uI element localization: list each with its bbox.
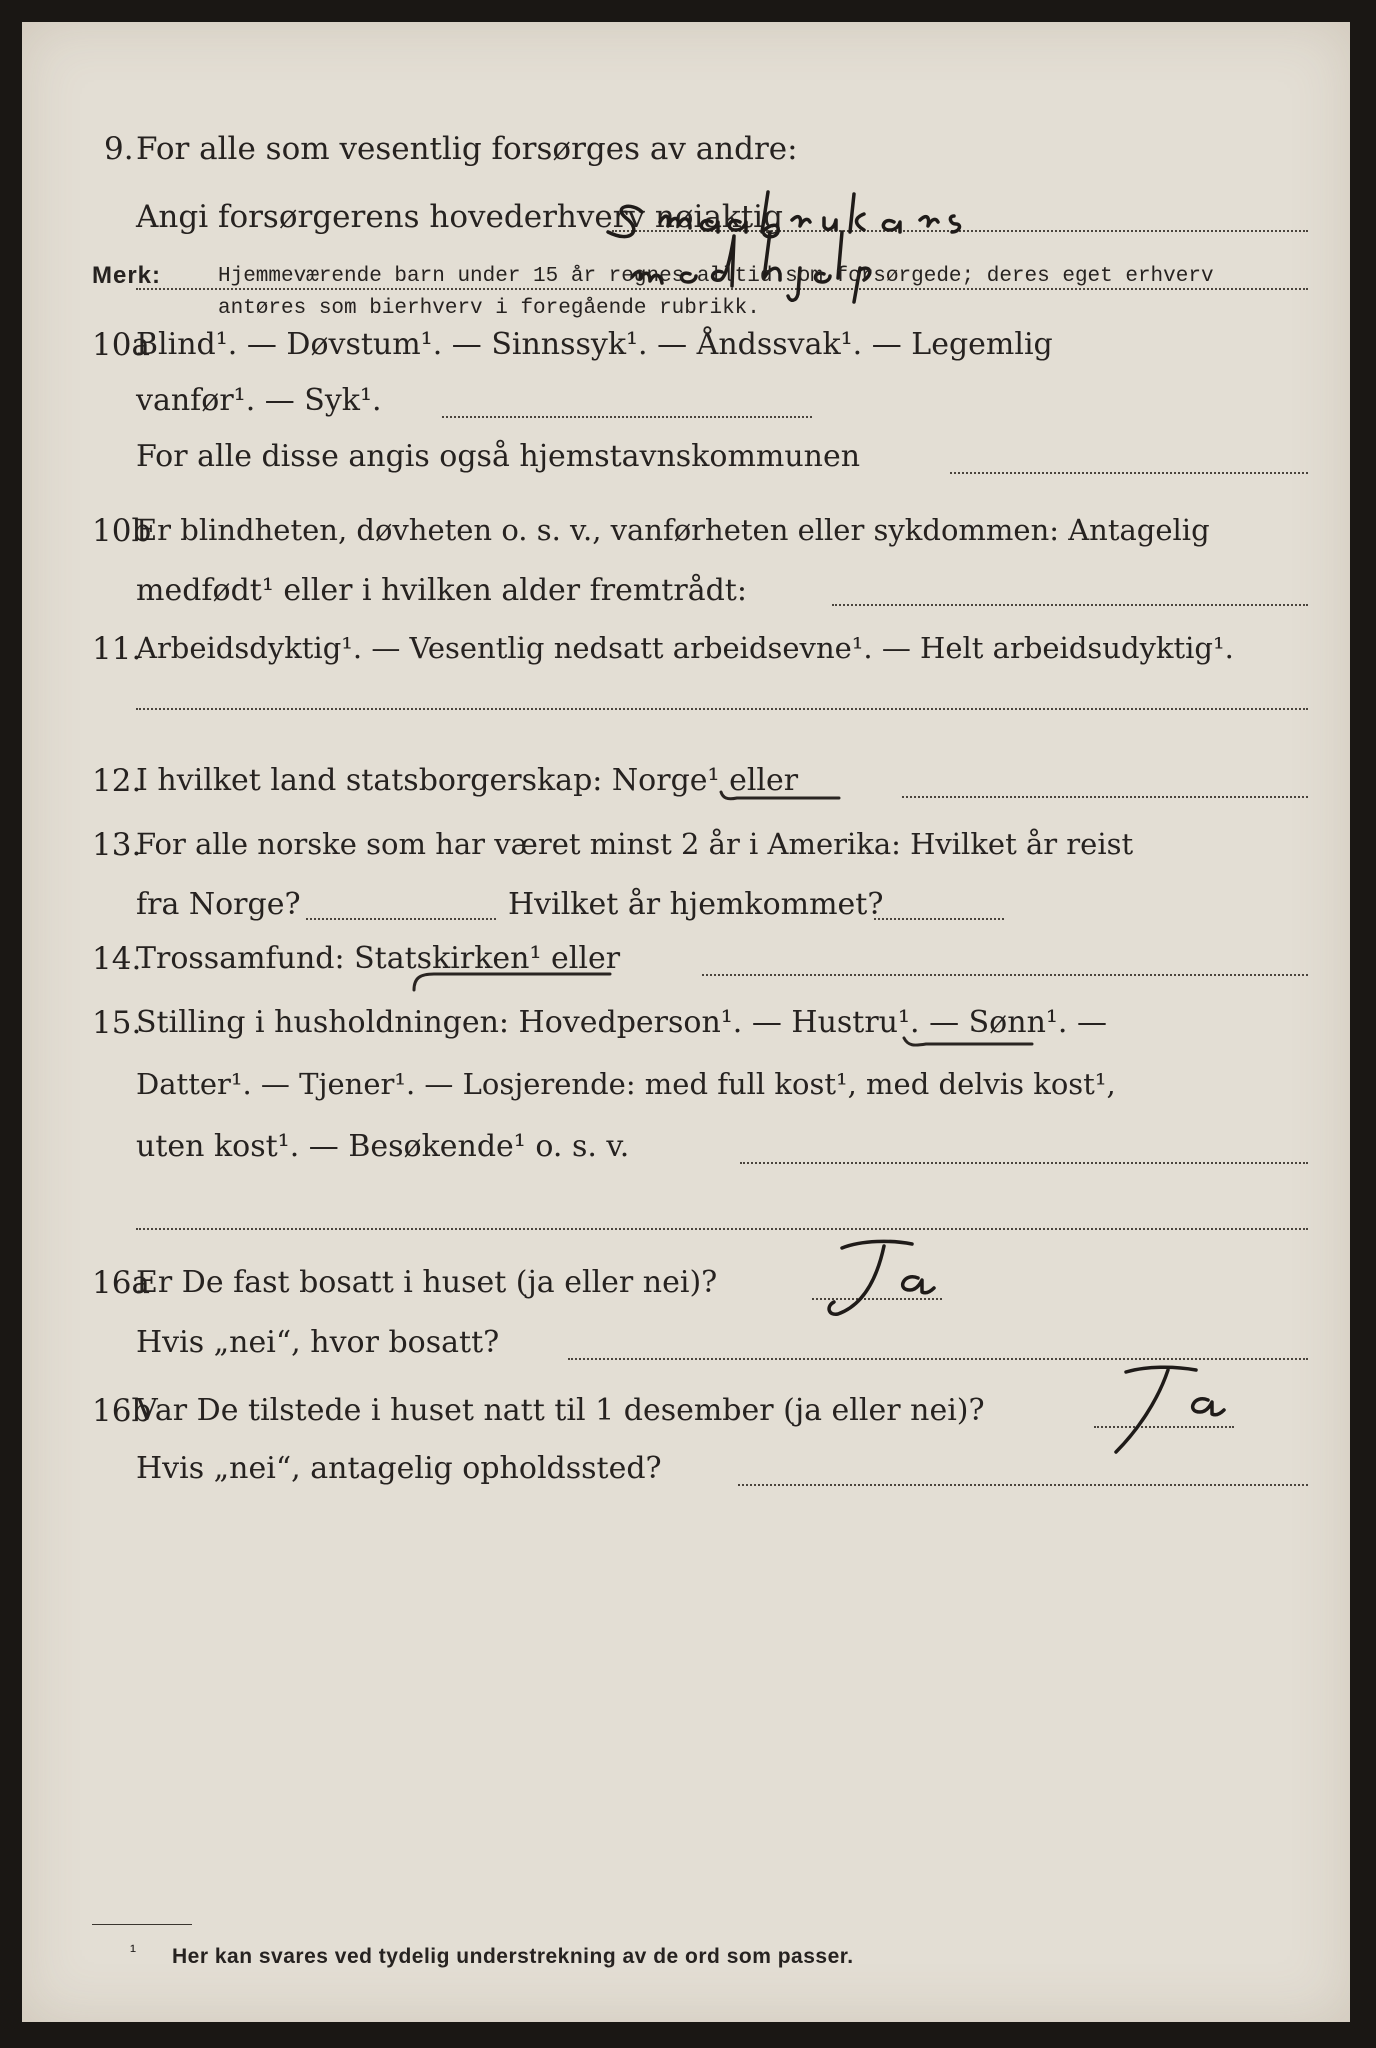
question-15-number: 15. <box>92 1005 142 1041</box>
question-16a-number: 16a <box>92 1265 150 1301</box>
question-12-line1: I hvilket land statsborgerskap: Norge¹ eller <box>136 763 799 798</box>
question-9-number: 9. <box>104 131 134 167</box>
statskirken-underline-mark <box>410 966 620 996</box>
census-form-page <box>22 22 1350 2022</box>
question-12-answer-line[interactable] <box>902 796 1308 798</box>
question-16b-line1: Var De tilstede i huset natt til 1 desember (ja eller nei)? <box>136 1393 985 1428</box>
question-15-line2: Datter¹. — Tjener¹. — Losjerende: med full kost¹, med delvis kost¹, <box>136 1067 1116 1101</box>
merk-line2: antøres som bierhverv i foregående rubrikk. <box>218 297 760 320</box>
question-16b-whereabouts-line[interactable] <box>738 1484 1308 1486</box>
question-10a-answer-line[interactable] <box>442 416 812 418</box>
question-16a-handwritten-ja <box>822 1234 962 1324</box>
question-10b-number: 10b <box>92 513 152 549</box>
question-15-answer-line-1[interactable] <box>740 1162 1308 1164</box>
question-9-handwritten-answer <box>602 172 1302 312</box>
question-15-answer-line-2[interactable] <box>136 1228 1308 1230</box>
question-12-number: 12. <box>92 763 142 799</box>
question-13-line1: For alle norske som har været minst 2 år i Amerika: Hvilket år reist <box>136 827 1134 861</box>
question-16a-line2: Hvis „nei“, hvor bosatt? <box>136 1325 500 1360</box>
question-13-departure-line[interactable] <box>306 918 496 920</box>
question-10b-answer-line[interactable] <box>832 604 1308 606</box>
question-14-answer-line[interactable] <box>702 974 1308 976</box>
question-13-number: 13. <box>92 827 142 863</box>
question-14-number: 14. <box>92 941 142 977</box>
footnote-text: Her kan svares ved tydelig understrekning av de ord som passer. <box>172 1945 854 1968</box>
question-10b-line1: Er blindheten, døvheten o. s. v., vanførheten eller sykdommen: Antagelig <box>136 513 1210 547</box>
question-11-number: 11. <box>92 631 142 667</box>
question-13-return-line[interactable] <box>874 918 1004 920</box>
question-10a-line3: For alle disse angis også hjemstavnskommunen <box>136 439 861 474</box>
hustru-underline-mark <box>900 1032 1040 1056</box>
question-10a-line2: vanfør¹. — Syk¹. <box>136 383 382 418</box>
question-9-line2: Angi forsørgerens hovederhverv nøiaktig <box>136 199 783 235</box>
question-16b-handwritten-ja <box>1098 1360 1248 1460</box>
question-10a-hometown-line[interactable] <box>950 472 1308 474</box>
question-9-line1: For alle som vesentlig forsørges av andre: <box>136 131 798 167</box>
question-11-line1: Arbeidsdyktig¹. — Vesentlig nedsatt arbeidsevne¹. — Helt arbeidsudyktig¹. <box>136 631 1234 665</box>
merk-label: Merk: <box>92 262 162 289</box>
question-10b-line2: medfødt¹ eller i hvilken alder fremtrådt: <box>136 573 747 608</box>
merk-line1: Hjemmeværende barn under 15 år regnes alltid som forsørgede; deres eget erhverv <box>218 265 1214 288</box>
question-16b-number: 16b <box>92 1393 152 1429</box>
question-10a-line1: Blind¹. — Døvstum¹. — Sinnssyk¹. — Åndssvak¹. — Legemlig <box>136 327 1053 362</box>
question-14-line1: Trossamfund: Statskirken¹ eller <box>136 941 621 976</box>
question-16a-line1: Er De fast bosatt i huset (ja eller nei)? <box>136 1265 718 1300</box>
question-10a-number: 10a <box>92 327 150 363</box>
question-15-line1: Stilling i husholdningen: Hovedperson¹. — Hustru¹. — Sønn¹. — <box>136 1005 1107 1040</box>
question-11-answer-line[interactable] <box>136 708 1308 710</box>
question-13-line2b: Hvilket år hjemkommet? <box>508 887 884 922</box>
footnote-rule <box>92 1924 192 1925</box>
question-16b-line2: Hvis „nei“, antagelig opholdssted? <box>136 1451 662 1486</box>
question-13-line2a: fra Norge? <box>136 887 301 922</box>
norge-underline-mark <box>717 788 847 808</box>
footnote-mark: ¹ <box>130 1941 136 1961</box>
question-15-line3: uten kost¹. — Besøkende¹ o. s. v. <box>136 1129 630 1164</box>
